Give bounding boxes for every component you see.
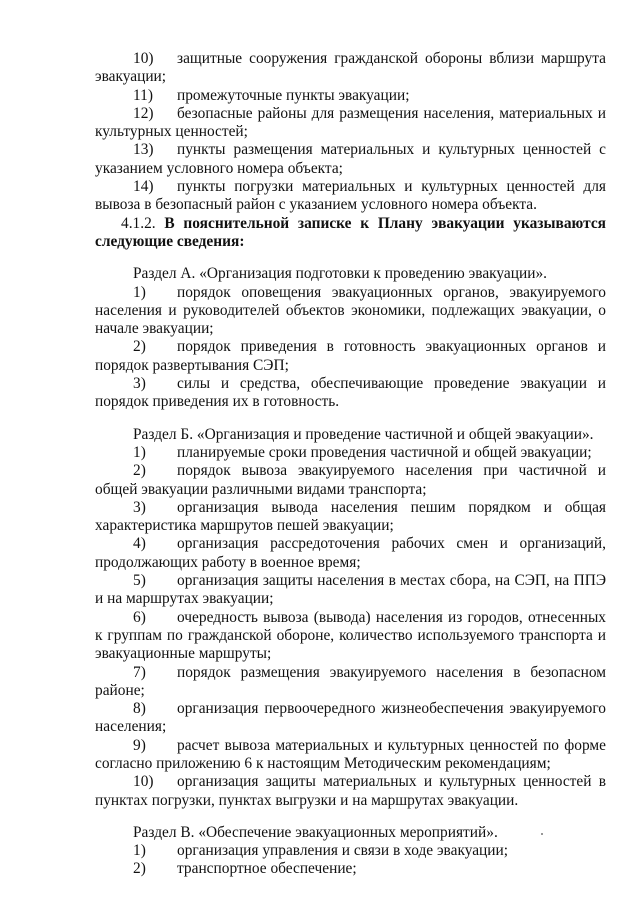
list-item [95,737,606,774]
list-item [95,572,606,609]
item-number: 2) [133,860,146,878]
item-number: 1) [133,443,146,461]
clause-heading [95,215,606,252]
item-text: расчет вывоза материальных и культурных ценностей по форме согласно приложению 6 к настоящим Методическим рекомендациям; [95,736,606,772]
item-text: организация защиты населения в местах сбора, на СЭП, на ППЭ и на маршрутах эвакуации; [95,572,606,608]
item-number: 4) [133,535,146,553]
list-item [95,700,606,737]
clause-number: 4.1.2. [121,214,156,232]
section-b-list [95,444,606,810]
item-text: организация вывода населения пешим порядком и общая характеристика маршрутов пешей эвакуации; [95,498,606,535]
item-number: 14) [133,178,154,196]
item-number: 12) [133,104,154,122]
list-item [95,462,606,499]
item-text: промежуточные пункты эвакуации; [177,86,410,104]
item-text: порядок размещения эвакуируемого населения в безопасном районе; [95,663,606,699]
item-text: организация защиты материальных и культурных ценностей в пунктах погрузки, пунктах выгрузки и на маршрутах эвакуации. [95,773,606,809]
item-number: 6) [133,608,146,626]
item-text: очередность вывоза (вывода) населения из городов, отнесенных к группам по гражданской обороне, количество используемого транспорта и эвакуационные маршруты; [95,608,606,663]
list-item [95,178,606,215]
item-text: порядок вывоза эвакуируемого населения при частичной и общей эвакуации различными видами транспорта; [95,462,606,498]
item-text: пункты погрузки материальных и культурных ценностей для вывоза в безопасный район с указанием условного номера объекта. [95,178,606,214]
list-item [95,338,606,375]
section-b-title: Раздел Б. «Организация и проведение частичной и общей эвакуации». [133,425,594,443]
list-item [95,444,606,462]
list-item [95,664,606,701]
item-number: 11) [133,86,153,104]
item-number: 8) [133,700,146,718]
scan-speck [541,833,543,835]
list-item [95,50,606,87]
item-number: 2) [133,462,146,480]
item-text: пункты размещения материальных и культурных ценностей с указанием условного номера объекта; [95,141,606,177]
clause-text: В пояснительной записке к Плану эвакуации указываются следующие сведения: [95,214,606,250]
section-c-title: Раздел В. «Обеспечение эвакуационных мероприятий». [133,823,498,841]
item-number: 10) [133,773,154,791]
item-text: организация управления и связи в ходе эвакуации; [177,842,509,860]
item-text: порядок приведения в готовность эвакуационных органов и порядок развертывания СЭП; [95,338,606,374]
item-text: безопасные районы для размещения населения, материальных и культурных ценностей; [95,104,606,141]
item-text: транспортное обеспечение; [177,860,357,878]
section-c-list [95,842,606,879]
item-text: защитные сооружения гражданской обороны вблизи маршрута эвакуации; [95,50,606,86]
list-item [95,87,606,105]
items-top-list [95,50,606,215]
list-item [95,141,606,178]
item-text: организация первоочередного жизнеобеспечения эвакуируемого населения; [95,700,606,736]
item-number: 10) [133,50,154,67]
item-text: планируемые сроки проведения частичной и общей эвакуации; [177,443,592,461]
item-number: 3) [133,498,146,516]
item-number: 1) [133,842,146,860]
list-item [95,609,606,664]
item-text: порядок оповещения эвакуационных органов, эвакуируемого населения и руководителей объектов экономики, подлежащих эвакуации, о начале эвакуации; [95,283,606,338]
list-item [95,842,606,860]
section-a-title: Раздел А. «Организация подготовки к проведению эвакуации». [133,265,547,283]
item-number: 9) [133,736,146,754]
list-item [95,284,606,339]
item-number: 2) [133,338,146,356]
list-item [95,375,606,412]
list-item [95,499,606,536]
list-item [95,535,606,572]
item-text: силы и средства, обеспечивающие проведение эвакуации и порядок приведения их в готовность. [95,375,606,411]
list-item [95,105,606,142]
item-number: 5) [133,572,146,590]
item-number: 1) [133,283,146,301]
item-number: 13) [133,141,154,159]
section-a-list [95,284,606,412]
list-item [95,773,606,810]
item-number: 7) [133,663,146,681]
item-text: организация рассредоточения рабочих смен и организаций, продолжающих работу в военное время; [95,535,606,571]
list-item [95,860,606,878]
item-number: 3) [133,375,146,393]
